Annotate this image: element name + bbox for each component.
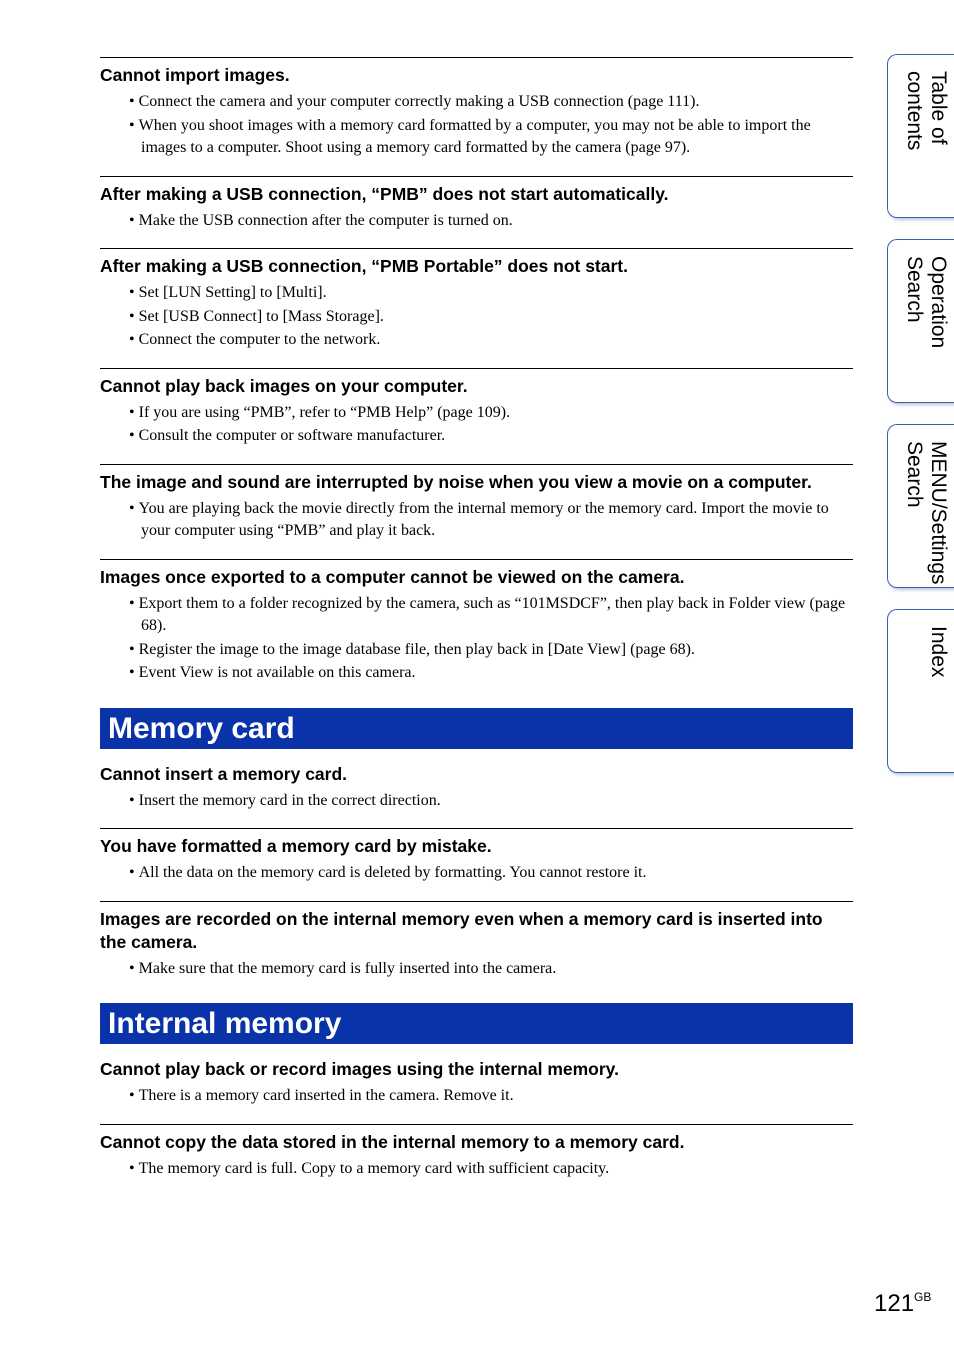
solution-list: [100, 402, 853, 448]
trouble-section: [100, 176, 853, 233]
trouble-heading: The image and sound are interrupted by noise when you view a movie on a computer.: [100, 471, 812, 492]
solution-item: • Insert the memory card in the correct direction.: [100, 790, 853, 813]
trouble-heading: Images once exported to a computer cannot be viewed on the camera.: [100, 566, 685, 587]
tab-label: Table of contents: [903, 71, 950, 151]
solution-list: [100, 862, 853, 885]
trouble-heading: Cannot play back or record images using the internal memory.: [100, 1059, 619, 1079]
solution-list: [100, 790, 853, 813]
trouble-section: [100, 248, 853, 352]
trouble-section: [100, 901, 853, 981]
tab-operation-search[interactable]: [887, 239, 954, 403]
solution-list: [100, 498, 853, 543]
memory-card-heading: Memory card: [100, 708, 853, 749]
solution-list: [100, 593, 853, 685]
trouble-section: [100, 1124, 853, 1181]
solution-item: • All the data on the memory card is deleted by formatting. You cannot restore it.: [100, 862, 853, 885]
trouble-heading: After making a USB connection, “PMB” does not start automatically.: [100, 183, 669, 204]
tab-index[interactable]: [887, 609, 954, 773]
solution-item: • Set [LUN Setting] to [Multi].: [100, 282, 853, 305]
solution-item: • You are playing back the movie directly from the internal memory or the memory card. Import the movie to your computer using “PMB” and play it back.: [100, 498, 853, 543]
solution-list: [100, 1085, 853, 1108]
solution-item: • If you are using “PMB”, refer to “PMB Help” (page 109).: [100, 402, 853, 425]
solution-item: • Register the image to the image database file, then play back in [Date View] (page 68).: [100, 639, 853, 662]
solution-list: [100, 91, 853, 160]
manual-content: [100, 57, 853, 1181]
solution-list: [100, 282, 853, 352]
trouble-heading: After making a USB connection, “PMB Portable” does not start.: [100, 256, 628, 276]
solution-item: • Make the USB connection after the computer is turned on.: [100, 210, 853, 233]
trouble-section: [100, 559, 853, 685]
trouble-heading: Cannot copy the data stored in the internal memory to a memory card.: [100, 1131, 685, 1152]
solution-item: • Export them to a folder recognized by the camera, such as “101MSDCF”, then play back in Folder view (page 68).: [100, 593, 853, 638]
tab-label: Index: [927, 626, 950, 678]
tab-label: Operation Search: [903, 256, 950, 349]
solution-item: • Event View is not available on this camera.: [100, 662, 853, 685]
solution-item: • Set [USB Connect] to [Mass Storage].: [100, 306, 853, 329]
tab-table-of-contents[interactable]: [887, 54, 954, 218]
trouble-section: [100, 763, 853, 813]
page-number: $121^{GB}$: [874, 1290, 932, 1317]
solution-item: • There is a memory card inserted in the camera. Remove it.: [100, 1085, 853, 1108]
trouble-heading: You have formatted a memory card by mistake.: [100, 836, 492, 856]
page-suffix: GB: [914, 1290, 932, 1304]
internal-memory-heading: Internal memory: [100, 1003, 853, 1044]
tab-menu-settings-search[interactable]: [887, 424, 954, 588]
trouble-heading: Cannot import images.: [100, 65, 290, 85]
trouble-section: [100, 368, 853, 448]
solution-list: [100, 1158, 853, 1181]
solution-item: • Connect the camera and your computer correctly making a USB connection (page 111).: [100, 91, 853, 114]
solution-item: • Connect the computer to the network.: [100, 329, 853, 352]
trouble-section: [100, 57, 853, 160]
solution-list: [100, 210, 853, 233]
trouble-section: [100, 1058, 853, 1108]
solution-item: • The memory card is full. Copy to a memory card with sufficient capacity.: [100, 1158, 853, 1181]
solution-item: • When you shoot images with a memory card formatted by a computer, you may not be able to import the images to a computer. Shoot using a memory card formatted by the camera (page 97).: [100, 115, 853, 160]
trouble-heading: Cannot insert a memory card.: [100, 763, 348, 784]
trouble-heading: Cannot play back images on your computer.: [100, 375, 468, 396]
trouble-section: [100, 828, 853, 885]
solution-item: • Make sure that the memory card is fully inserted into the camera.: [100, 958, 853, 981]
trouble-section: [100, 464, 853, 543]
trouble-heading: Images are recorded on the internal memory even when a memory card is inserted into the camera.: [100, 908, 823, 952]
tab-label: MENU/Settings Search: [903, 441, 950, 585]
solution-list: [100, 958, 853, 981]
solution-item: • Consult the computer or software manufacturer.: [100, 425, 853, 448]
